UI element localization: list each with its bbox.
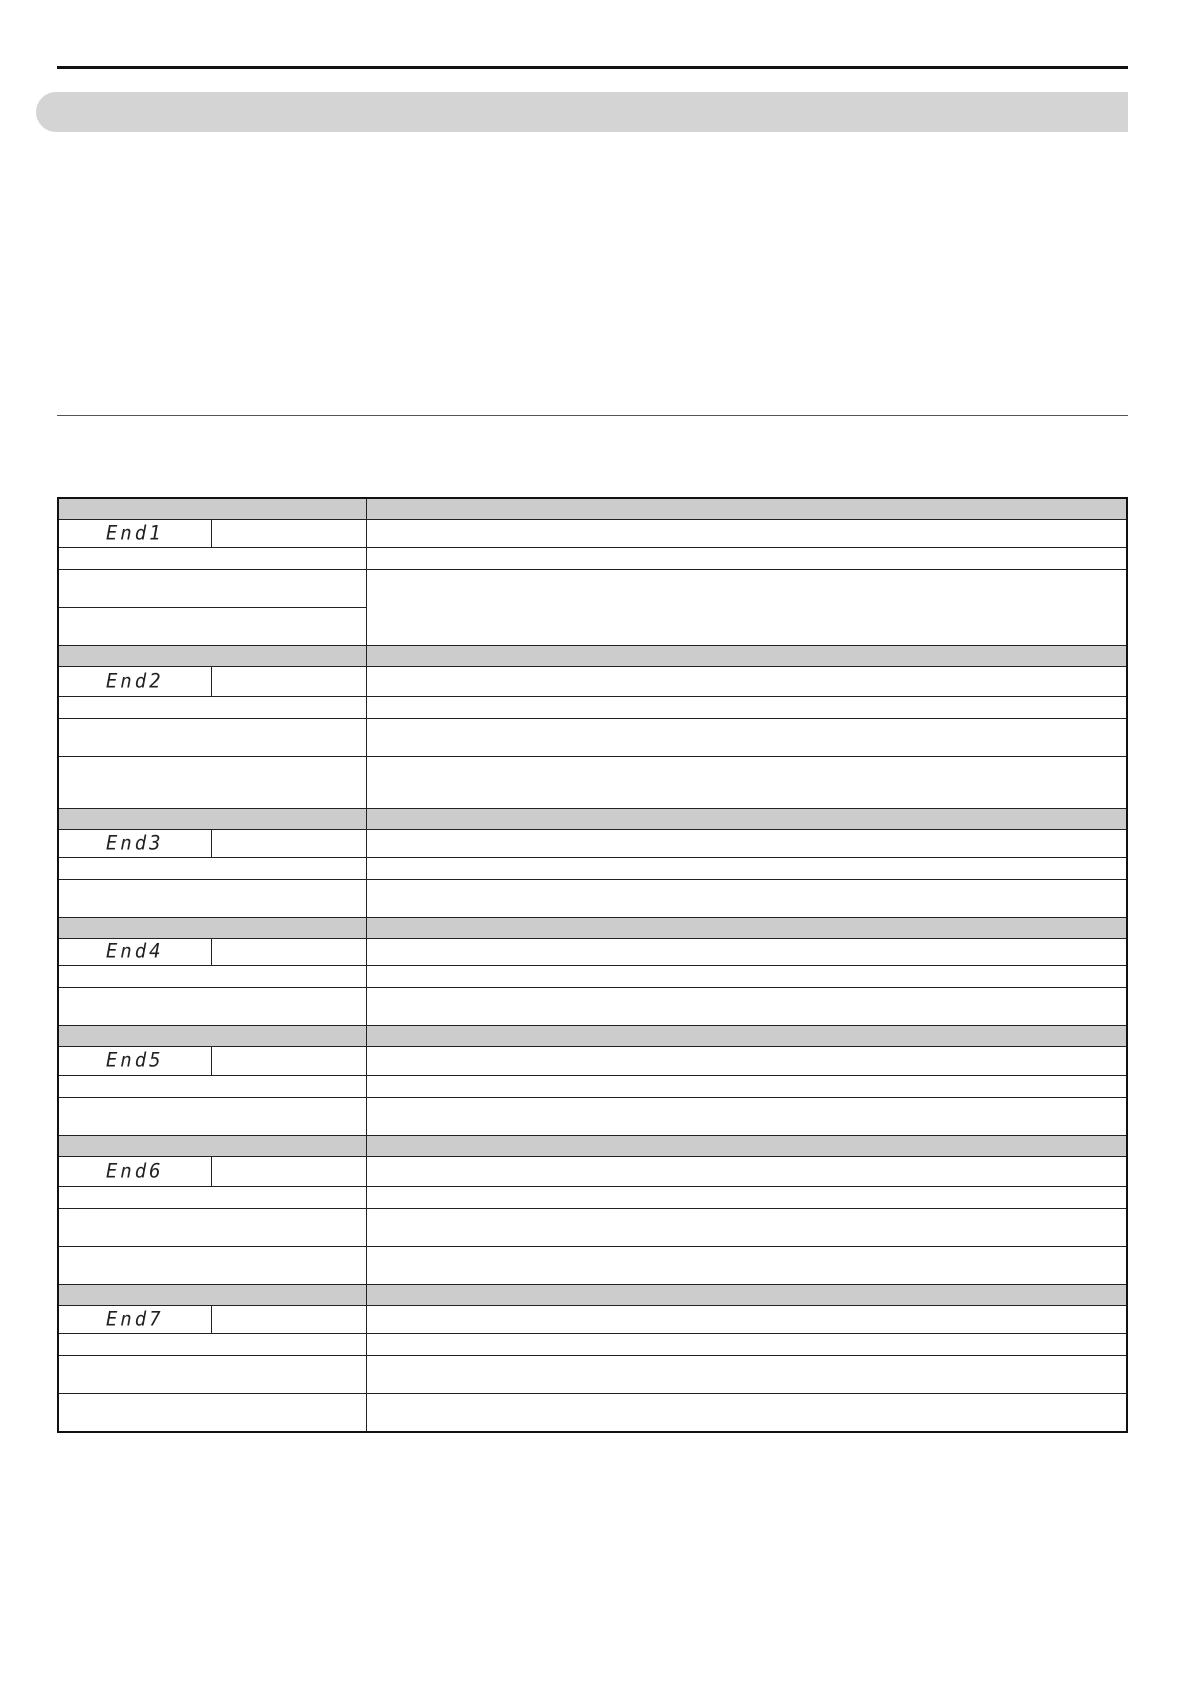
table-header-row	[58, 1285, 1127, 1306]
fault-code-row	[58, 520, 1127, 548]
section-banner	[36, 92, 1128, 132]
fault-code-cell	[58, 1306, 211, 1334]
table-row	[58, 858, 1127, 880]
fault-code-cell	[58, 939, 211, 966]
fault-code-display: End6	[105, 1158, 164, 1183]
table-row	[58, 966, 1127, 988]
fault-code-row	[58, 830, 1127, 858]
table-row	[58, 719, 1127, 757]
table-row	[58, 1394, 1127, 1432]
fault-code-row	[58, 1306, 1127, 1334]
table-row	[58, 570, 1127, 608]
fault-code-display: End1	[105, 520, 164, 545]
fault-code-display: End3	[105, 830, 164, 855]
table-header-row	[58, 646, 1127, 667]
fault-table	[57, 497, 1128, 1433]
table-header-row	[58, 1136, 1127, 1157]
table-header-row	[58, 498, 1127, 520]
table-row	[58, 757, 1127, 809]
table-row	[58, 1209, 1127, 1247]
fault-code-display: End2	[105, 668, 164, 693]
fault-code-display: End7	[105, 1306, 164, 1331]
fault-code-cell	[58, 667, 211, 697]
table-row	[58, 697, 1127, 719]
fault-code-display: End5	[105, 1048, 164, 1072]
table-row	[58, 880, 1127, 918]
fault-code-cell	[58, 520, 211, 548]
fault-code-row	[58, 1047, 1127, 1076]
table-row	[58, 988, 1127, 1026]
fault-code-row	[58, 1157, 1127, 1187]
fault-code-cell	[58, 1047, 211, 1076]
table-row	[58, 548, 1127, 570]
table-row	[58, 1076, 1127, 1098]
table-header-row	[58, 918, 1127, 939]
table-row	[58, 1247, 1127, 1285]
table-row	[58, 1187, 1127, 1209]
fault-code-cell	[58, 830, 211, 858]
table-header-row	[58, 809, 1127, 830]
fault-code-row	[58, 667, 1127, 697]
table-row	[58, 1334, 1127, 1356]
top-rule	[57, 66, 1128, 69]
table-header-row	[58, 1026, 1127, 1047]
table-row	[58, 1356, 1127, 1394]
fault-code-cell	[58, 1157, 211, 1187]
table-row	[58, 1098, 1127, 1136]
fault-code-row	[58, 939, 1127, 966]
fault-code-display: End4	[105, 939, 164, 963]
section-divider	[57, 415, 1128, 416]
